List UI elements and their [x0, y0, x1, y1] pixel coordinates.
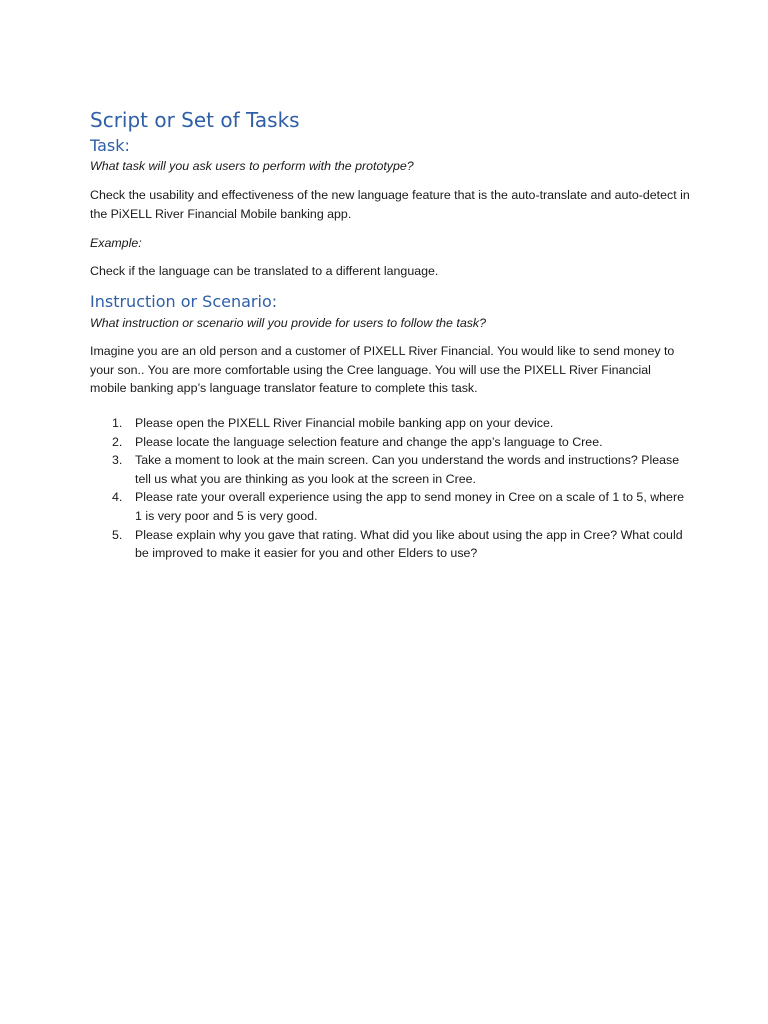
instruction-heading: Instruction or Scenario: — [90, 292, 278, 311]
list-item — [90, 488, 690, 525]
list-item-text: Please locate the language selection feature and change the app’s language to Cree. — [135, 434, 603, 449]
task-description: Check the usability and effectiveness of the new language feature that is the auto-translate and auto-detect in the PiXELL River Financial Mobile banking app. — [90, 188, 690, 221]
example-text: Check if the language can be translated to a different language. — [90, 264, 439, 278]
list-item-text: Please open the PIXELL River Financial mobile banking app on your device. — [135, 416, 554, 430]
list-item-number: 5. — [112, 527, 123, 542]
list-item — [90, 433, 690, 452]
example-label: Example: — [90, 236, 142, 250]
task-heading: Task: — [90, 136, 130, 155]
list-item-text: Please explain why you gave that rating. What did you like about using the app in Cree? What could be improved to make it easier for you and other Elders to use? — [135, 527, 683, 561]
list-item-text: Please rate your overall experience using the app to send money in Cree on a scale of 1 to 5, where 1 is very poor and 5 is very good. — [135, 490, 684, 523]
list-item-text: Take a moment to look at the main screen. Can you understand the words and instructions? Please tell us what you are thinking as you look at the screen in Cree. — [135, 453, 680, 486]
task-steps-list — [90, 414, 690, 563]
list-item-number: 1. — [112, 416, 123, 430]
list-item — [90, 526, 690, 563]
list-item — [90, 414, 690, 433]
list-item-number: 4. — [112, 490, 123, 505]
scenario-text: Imagine you are an old person and a customer of PIXELL River Financial. You would like to send money to your son.. You are more comfortable using the Cree language. You will use the PIXELL River Financial mobile banking app’s language translator feature to complete this task. — [90, 344, 675, 396]
list-item — [90, 451, 690, 488]
task-question: What task will you ask users to perform with the prototype? — [90, 159, 414, 173]
instruction-question: What instruction or scenario will you provide for users to follow the task? — [90, 316, 486, 330]
page-title: Script or Set of Tasks — [90, 108, 300, 132]
list-item-number: 3. — [112, 453, 123, 468]
list-item-number: 2. — [112, 434, 123, 449]
